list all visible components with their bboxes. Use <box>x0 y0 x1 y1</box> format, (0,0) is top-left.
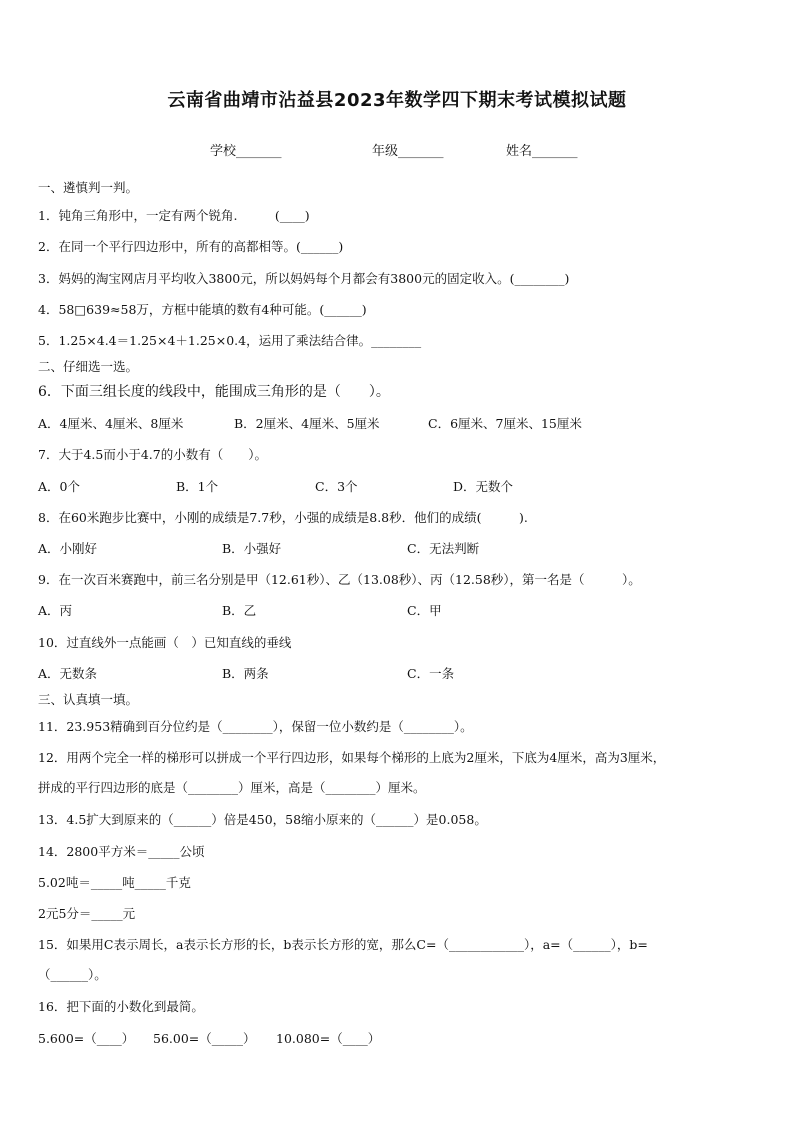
q9-option-c: C．甲 <box>407 603 442 618</box>
q16-item-2: 56.00=（_____） <box>153 1031 256 1046</box>
section-heading-choose: 二、仔细选一选。 <box>38 359 139 374</box>
question-13: 13．4.5扩大到原来的（______）倍是450，58缩小原来的（______）是0.058。 <box>38 812 487 827</box>
section-heading-judge: 一、遴慎判一判。 <box>38 180 139 195</box>
question-8: 8．在60米跑步比赛中，小刚的成绩是7.7秒，小强的成绩是8.8秒．他们的成绩( ). <box>38 510 528 525</box>
question-14-line-1: 14．2800平方米＝_____公顷 <box>38 844 205 859</box>
question-7: 7．大于4.5而小于4.7的小数有（ ）。 <box>38 447 267 462</box>
question-16: 16．把下面的小数化到最简。 <box>38 999 204 1014</box>
q16-item-1: 5.600=（____） <box>38 1031 135 1046</box>
question-11: 11．23.953精确到百分位约是（________），保留一位小数约是（________）。 <box>38 719 473 734</box>
q8-option-a: A．小刚好 <box>38 541 98 556</box>
question-15-line-2: （______）。 <box>38 967 107 982</box>
q9-option-a: A．丙 <box>38 603 73 618</box>
q7-option-d: D．无数个 <box>453 479 514 494</box>
question-9: 9．在一次百米赛跑中，前三名分别是甲（12.61秒）、乙（13.08秒）、丙（12.58秒），第一名是（ ）。 <box>38 572 641 587</box>
grade-field: 年级_______ <box>372 144 444 159</box>
page-title: 云南省曲靖市沾益县2023年数学四下期末考试模拟试题 <box>167 90 627 111</box>
q6-option-b: B．2厘米、4厘米、5厘米 <box>234 416 380 431</box>
q7-option-c: C．3个 <box>315 479 358 494</box>
question-14-line-3: 2元5分＝_____元 <box>38 906 136 921</box>
q9-option-b: B．乙 <box>222 603 257 618</box>
name-field: 姓名_______ <box>506 144 578 159</box>
question-1: 1．钝角三角形中，一定有两个锐角. (____) <box>38 208 310 223</box>
question-10: 10．过直线外一点能画（ ）已知直线的垂线 <box>38 635 292 650</box>
q16-item-3: 10.080=（____） <box>276 1031 381 1046</box>
q10-option-c: C．一条 <box>407 666 455 681</box>
question-6: 6．下面三组长度的线段中，能围成三角形的是（ ）。 <box>38 384 390 400</box>
question-3: 3．妈妈的淘宝网店月平均收入3800元，所以妈妈每个月都会有3800元的固定收入。(________) <box>38 271 570 286</box>
q8-option-b: B．小强好 <box>222 541 282 556</box>
q6-option-a: A．4厘米、4厘米、8厘米 <box>38 416 184 431</box>
q7-option-a: A．0个 <box>38 479 80 494</box>
q10-option-b: B．两条 <box>222 666 269 681</box>
section-heading-fill: 三、认真填一填。 <box>38 692 139 707</box>
question-12-line-1: 12．用两个完全一样的梯形可以拼成一个平行四边形，如果每个梯形的上底为2厘米，下底为4厘米，高为3厘米， <box>38 750 666 765</box>
question-14-line-2: 5.02吨＝_____吨_____千克 <box>38 875 191 890</box>
q6-option-c: C．6厘米、7厘米、15厘米 <box>428 416 582 431</box>
q8-option-c: C．无法判断 <box>407 541 480 556</box>
q7-option-b: B．1个 <box>176 479 219 494</box>
question-4: 4．58□639≈58万，方框中能填的数有4种可能。(______) <box>38 302 367 317</box>
q10-option-a: A．无数条 <box>38 666 98 681</box>
question-2: 2．在同一个平行四边形中，所有的高都相等。(______) <box>38 239 344 254</box>
school-field: 学校_______ <box>210 144 282 159</box>
question-12-line-2: 拼成的平行四边形的底是（________）厘米，高是（________）厘米。 <box>38 780 426 795</box>
question-5: 5．1.25×4.4＝1.25×4＋1.25×0.4，运用了乘法结合律。________ <box>38 333 422 348</box>
question-15-line-1: 15．如果用C表示周长，a表示长方形的长，b表示长方形的宽，那么C=（____________），a=（______），b= <box>38 937 648 952</box>
